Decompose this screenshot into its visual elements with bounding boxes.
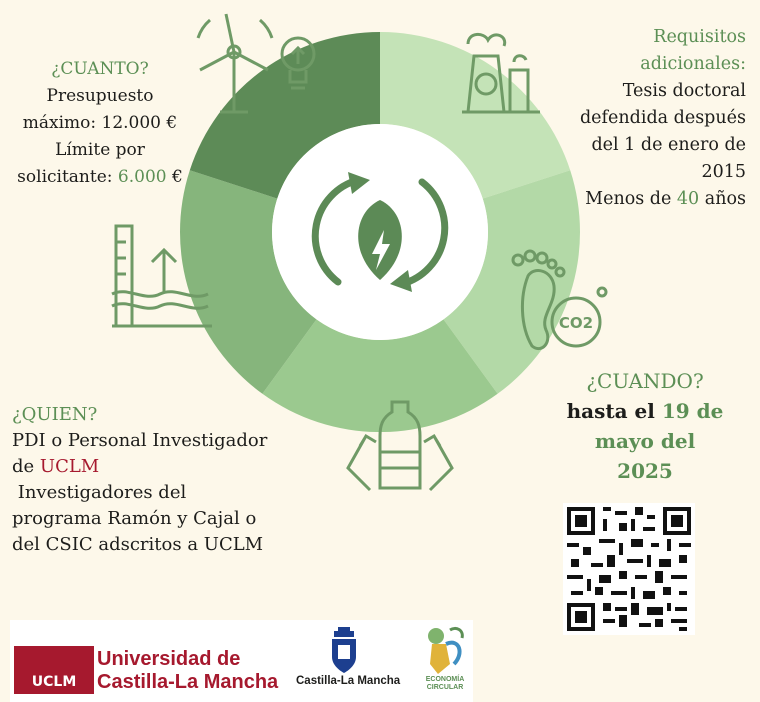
eligibility-uclm: UCLM bbox=[39, 456, 100, 477]
requirements-section bbox=[530, 24, 746, 213]
eligibility-title: ¿QUIEN? bbox=[12, 404, 98, 425]
requirements-line-2: defendida después bbox=[579, 108, 746, 128]
deadline-section bbox=[540, 366, 750, 486]
wind-turbine-bulb-icon bbox=[190, 8, 330, 118]
eligibility-line-2 bbox=[12, 454, 332, 480]
eligibility-line-2-prefix: de bbox=[12, 456, 40, 477]
requirements-line-5-prefix: Menos de bbox=[585, 189, 677, 209]
eco-line-2: CIRCULAR bbox=[426, 684, 464, 691]
co2-label: CO2 bbox=[558, 314, 594, 332]
budget-line-4 bbox=[0, 164, 200, 191]
requirements-title-2: adicionales: bbox=[640, 54, 746, 74]
requirements-title-1: Requisitos bbox=[653, 27, 746, 47]
uclm-logo-text: UCLM bbox=[31, 674, 77, 690]
deadline-line-1 bbox=[540, 396, 750, 426]
qr-code[interactable] bbox=[563, 503, 695, 635]
university-name-line-1: Universidad de bbox=[97, 648, 241, 670]
deadline-title: ¿CUANDO? bbox=[586, 369, 704, 393]
requirements-line-5 bbox=[530, 186, 746, 213]
budget-line-3: Límite por bbox=[55, 140, 145, 160]
deadline-line-1-prefix: hasta el bbox=[566, 399, 662, 423]
co2-footprint-icon bbox=[506, 246, 616, 356]
deadline-date: 19 de bbox=[661, 399, 724, 423]
uclm-logo bbox=[14, 646, 94, 694]
requirements-line-4: 2015 bbox=[701, 162, 746, 182]
eligibility-line-5: del CSIC adscritos a UCLM bbox=[12, 534, 264, 555]
budget-line-2: máximo: 12.000 € bbox=[22, 113, 178, 133]
eligibility-line-4: programa Ramón y Cajal o bbox=[12, 508, 257, 529]
requirements-age-number: 40 bbox=[676, 189, 700, 209]
economia-circular-logo-icon bbox=[420, 624, 470, 676]
eligibility-line-3: Investigadores del bbox=[12, 482, 187, 503]
economia-circular-label bbox=[418, 676, 472, 692]
rising-water-icon bbox=[108, 222, 218, 332]
budget-title: ¿CUANTO? bbox=[51, 59, 149, 79]
requirements-line-5-suffix: años bbox=[699, 189, 746, 209]
budget-line-1: Presupuesto bbox=[46, 86, 154, 106]
university-name-line-2: Castilla-La Mancha bbox=[97, 671, 279, 693]
requirements-line-1: Tesis doctoral bbox=[622, 81, 746, 101]
clm-label: Castilla-La Mancha bbox=[296, 675, 401, 687]
eligibility-line-1: PDI o Personal Investigador bbox=[12, 430, 268, 451]
requirements-line-3: del 1 de enero de bbox=[591, 135, 746, 155]
budget-line-4-suffix: € bbox=[166, 167, 183, 187]
budget-line-4-prefix: solicitante: bbox=[17, 167, 118, 187]
budget-section bbox=[0, 56, 200, 191]
eligibility-section bbox=[12, 402, 332, 558]
bottle-recycle-icon bbox=[340, 396, 460, 506]
budget-limit-amount: 6.000 bbox=[117, 167, 167, 187]
deadline-line-3: 2025 bbox=[617, 459, 673, 483]
eco-line-1: ECONOMÍA bbox=[425, 676, 465, 683]
deadline-line-2: mayo del bbox=[594, 429, 696, 453]
university-name bbox=[97, 648, 278, 694]
clm-crest-icon bbox=[328, 627, 360, 673]
